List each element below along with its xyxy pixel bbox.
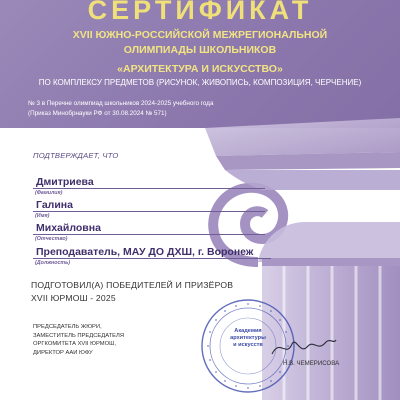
surname-caption: (Фамилия) xyxy=(35,190,63,196)
olympiad-line-2: ОЛИМПИАДЫ ШКОЛЬНИКОВ xyxy=(123,44,277,56)
signer-title-line: ПРЕДСЕДАТЕЛЬ ЖЮРИ, xyxy=(33,324,102,330)
certificate-title: СЕРТИФИКАТ xyxy=(87,0,313,25)
list-note: № 3 в Перечне олимпиад школьников 2024-2025 учебного года xyxy=(28,100,214,107)
first-name-value: Галина xyxy=(36,199,73,211)
signer-title-line: ОРГКОМИТЕТА XVII ЮРМОШ, xyxy=(33,341,117,348)
signature-scribble xyxy=(268,332,338,362)
signer-titles xyxy=(33,323,183,357)
seal-text-line: и искусств xyxy=(233,341,263,348)
surname-line xyxy=(33,188,265,189)
patronymic-value: Михайловна xyxy=(36,222,101,234)
patronymic-line xyxy=(33,234,265,235)
order-note: (Приказ Минобрнауки РФ от 30.08.2024 № 571) xyxy=(28,110,167,117)
first-name-line xyxy=(33,211,265,212)
prepared-line-2: XVII ЮРМОШ - 2025 xyxy=(31,293,116,303)
surname-value: Дмитриева xyxy=(36,176,94,188)
signer-title-line: ДИРЕКТОР ААИ ЮФУ xyxy=(33,349,93,356)
signer-name: Н.В. ЧЕМЕРИСОВА xyxy=(283,360,340,367)
seal-text-line: архитектуры xyxy=(230,334,266,341)
signer-title-line: ЗАМЕСТИТЕЛЬ ПРЕДСЕДАТЕЛЯ xyxy=(33,332,125,339)
patronymic-caption: (Отчество) xyxy=(35,236,68,242)
olympiad-line-1: XVII ЮЖНО-РОССИЙСКОЙ МЕЖРЕГИОНАЛЬНОЙ xyxy=(72,29,328,41)
subjects-line: ПО КОМПЛЕКСУ ПРЕДМЕТОВ (РИСУНОК, ЖИВОПИСЬ, КОМПОЗИЦИЯ, ЧЕРЧЕНИЕ) xyxy=(38,78,362,87)
position-line xyxy=(33,258,271,259)
confirms-label: ПОДТВЕРЖДАЕТ, ЧТО xyxy=(33,151,119,160)
position-caption: (Должность) xyxy=(35,260,71,266)
position-value: Преподаватель, МАУ ДО ДХШ, г. Воронеж xyxy=(36,246,254,258)
first-name-caption: (Имя) xyxy=(35,213,50,219)
prepared-line-1: ПОДГОТОВИЛ(А) ПОБЕДИТЕЛЕЙ И ПРИЗЁРОВ xyxy=(31,280,234,290)
olympiad-line-3: «АРХИТЕКТУРА И ИСКУССТВО» xyxy=(117,63,283,75)
seal-text-line: Академия xyxy=(234,328,262,334)
